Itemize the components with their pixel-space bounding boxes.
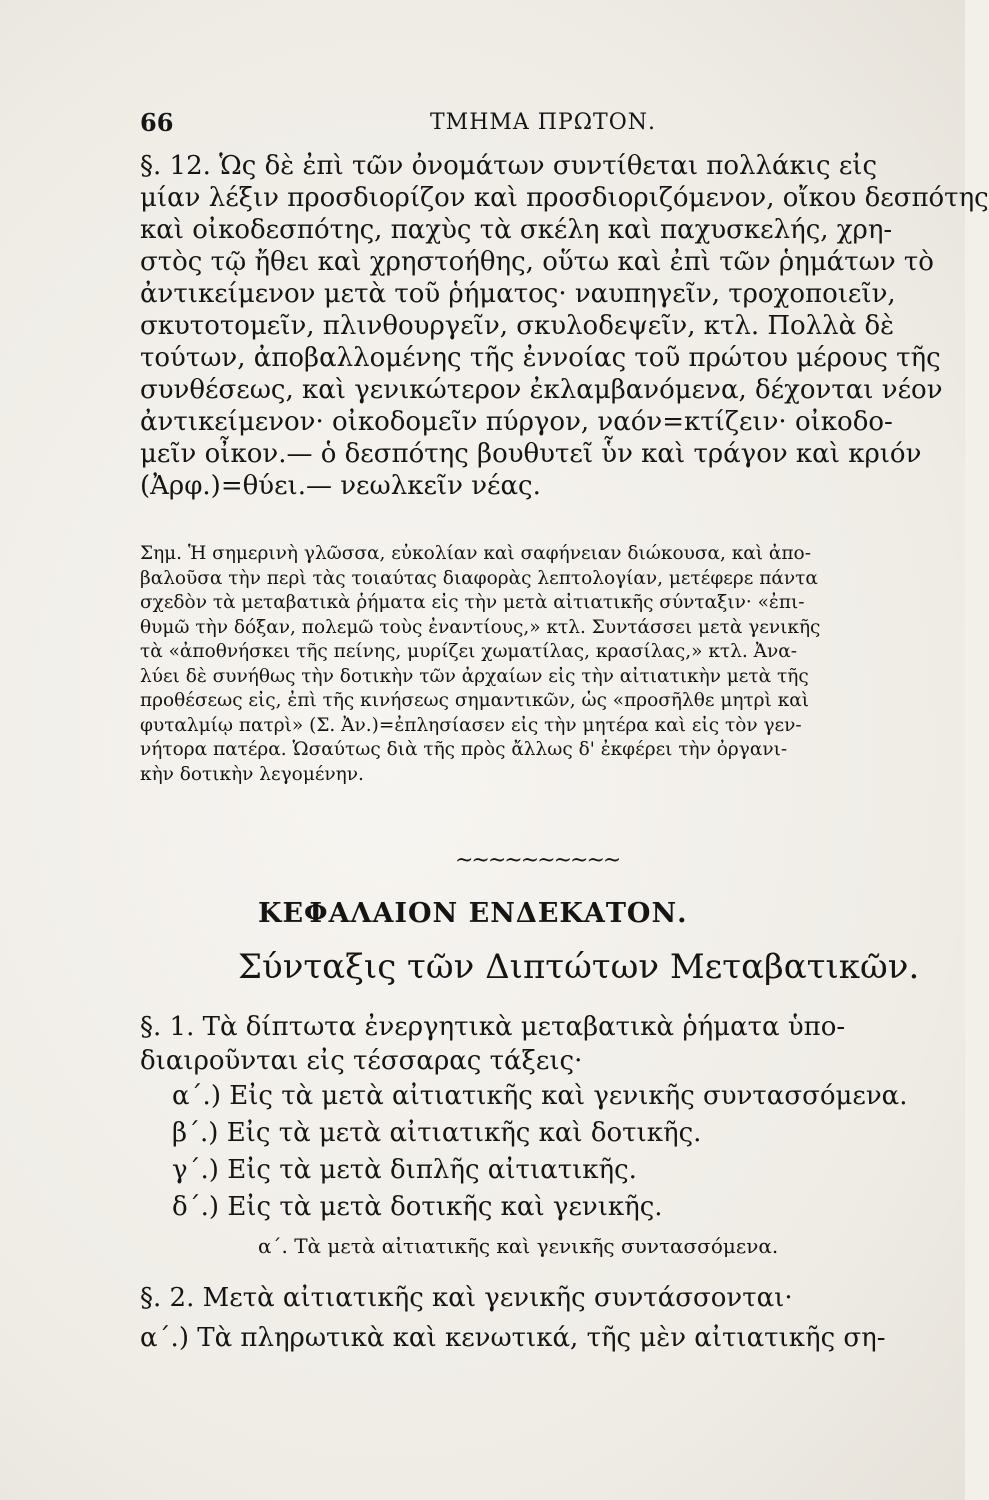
- list-item: γ΄.) Εἰς τὰ μετὰ διπλῆς αἰτιατικῆς.: [172, 1155, 637, 1185]
- text-line: σκυτοτομεῖν, πλινθουργεῖν, σκυλοδεψεῖν, κτλ. Πολλὰ δὲ: [140, 311, 895, 341]
- chapter-title: ΚΕΦΑΛΑΙΟΝ ΕΝΔΕΚΑΤΟΝ.: [258, 898, 688, 929]
- text-line: τούτων, ἀποβαλλομένης τῆς ἐννοίας τοῦ πρώτου μέρους τῆς: [140, 343, 941, 373]
- note-line: θυμῶ τὴν δόξαν, πολεμῶ τοὺς ἐναντίους,» κτλ. Συντάσσει μετὰ γενικῆς: [140, 616, 821, 638]
- running-title: ΤΜΗΜΑ ΠΡΩΤΟΝ.: [430, 110, 656, 135]
- text-line: καὶ οἰκοδεσπότης, παχὺς τὰ σκέλη καὶ παχυσκελής, χρη-: [140, 215, 893, 245]
- text-line: ἀντικείμενον· οἰκοδομεῖν πύργον, ναόν=κτίζειν· οἰκοδο-: [140, 407, 893, 437]
- page-number: 66: [140, 108, 174, 137]
- text-line: στὸς τῷ ἤθει καὶ χρηστοήθης, οὕτω καὶ ἐπὶ τῶν ῥημάτων τὸ: [140, 247, 934, 277]
- text-line: μίαν λέξιν προσδιορίζον καὶ προσδιοριζόμενον, οἴκου δεσπότης: [140, 183, 989, 213]
- text-line: διαιροῦνται εἰς τέσσαρας τάξεις·: [140, 1046, 583, 1076]
- note-line: προθέσεως εἰς, ἐπὶ τῆς κινήσεως σημαντικῶν, ὡς «προσῆλθε μητρὶ καὶ: [140, 690, 809, 711]
- chapter-subtitle: Σύνταξις τῶν Διπτώτων Μεταβατικῶν.: [238, 947, 920, 987]
- note-line: σχεδὸν τὰ μεταβατικὰ ῥήματα εἰς τὴν μετὰ αἰτιατικῆς σύνταξιν· «ἐπι-: [140, 592, 805, 613]
- note-line: τὰ «ἀποθνήσκει τῆς πείνης, μυρίζει χωματίλας, κρασίλας,» κτλ. Ἀνα-: [140, 641, 797, 662]
- section-2: [140, 1278, 900, 1358]
- note-line: βαλοῦσα τὴν περὶ τὰς τοιαύτας διαφορὰς λεπτολογίαν, μετέφερε πάντα: [140, 567, 818, 589]
- text-line: §. 2. Μετὰ αἰτιατικῆς καὶ γενικῆς συντάσσονται·: [140, 1283, 793, 1313]
- note-line: νήτορα πατέρα. Ὡσαύτως διὰ τῆς πρὸς ἄλλως δ' ἐκφέρει τὴν ὀργανι-: [140, 739, 788, 760]
- subheading: α΄. Τὰ μετὰ αἰτιατικῆς καὶ γενικῆς συντασσόμενα.: [258, 1234, 779, 1258]
- section-1: [140, 1010, 900, 1078]
- text-line: (Ἀρφ.)=θύει.— νεωλκεῖν νέας.: [140, 471, 541, 501]
- list-item: β΄.) Εἰς τὰ μετὰ αἰτιατικῆς καὶ δοτικῆς.: [172, 1118, 702, 1148]
- page-header: [140, 108, 900, 142]
- list-item: δ΄.) Εἰς τὰ μετὰ δοτικῆς καὶ γενικῆς.: [172, 1192, 663, 1222]
- text-line: α΄.) Τὰ πληρωτικὰ καὶ κενωτικά, τῆς μὲν αἰτιατικῆς ση-: [140, 1323, 886, 1353]
- note-line: φυταλμίῳ πατρὶ» (Σ. Ἀν.)=ἐπλησίασεν εἰς τὴν μητέρα καὶ εἰς τὸν γεν-: [140, 714, 802, 736]
- text-line: μεῖν οἶκον.— ὁ δεσπότης βουθυτεῖ ὗν καὶ τράγον καὶ κριόν: [140, 439, 922, 469]
- ornament-divider: ~~~~~~~~~~: [455, 848, 620, 873]
- class-list: [172, 1078, 908, 1226]
- note-line: λύει δὲ συνήθως τὴν δοτικὴν τῶν ἀρχαίων εἰς τὴν αἰτιατικὴν μετὰ τῆς: [140, 665, 809, 687]
- text-line: συνθέσεως, καὶ γενικώτερον ἐκλαμβανόμενα, δέχονται νέον: [140, 375, 943, 405]
- text-line: §. 12. Ὡς δὲ ἐπὶ τῶν ὀνομάτων συντίθεται πολλάκις εἰς: [140, 151, 878, 181]
- footnote: [140, 542, 900, 787]
- list-item: α΄.) Εἰς τὰ μετὰ αἰτιατικῆς καὶ γενικῆς συντασσόμενα.: [172, 1081, 908, 1111]
- section-12: [140, 150, 989, 502]
- note-line: κὴν δοτικὴν λεγομένην.: [140, 763, 364, 785]
- note-line: Σημ. Ἡ σημερινὴ γλῶσσα, εὐκολίαν καὶ σαφήνειαν διώκουσα, καὶ ἀπο-: [140, 543, 811, 564]
- text-line: §. 1. Τὰ δίπτωτα ἐνεργητικὰ μεταβατικὰ ῥήματα ὑπο-: [140, 1012, 846, 1042]
- text-line: ἀντικείμενον μετὰ τοῦ ῥήματος· ναυπηγεῖν, τροχοποιεῖν,: [140, 279, 896, 309]
